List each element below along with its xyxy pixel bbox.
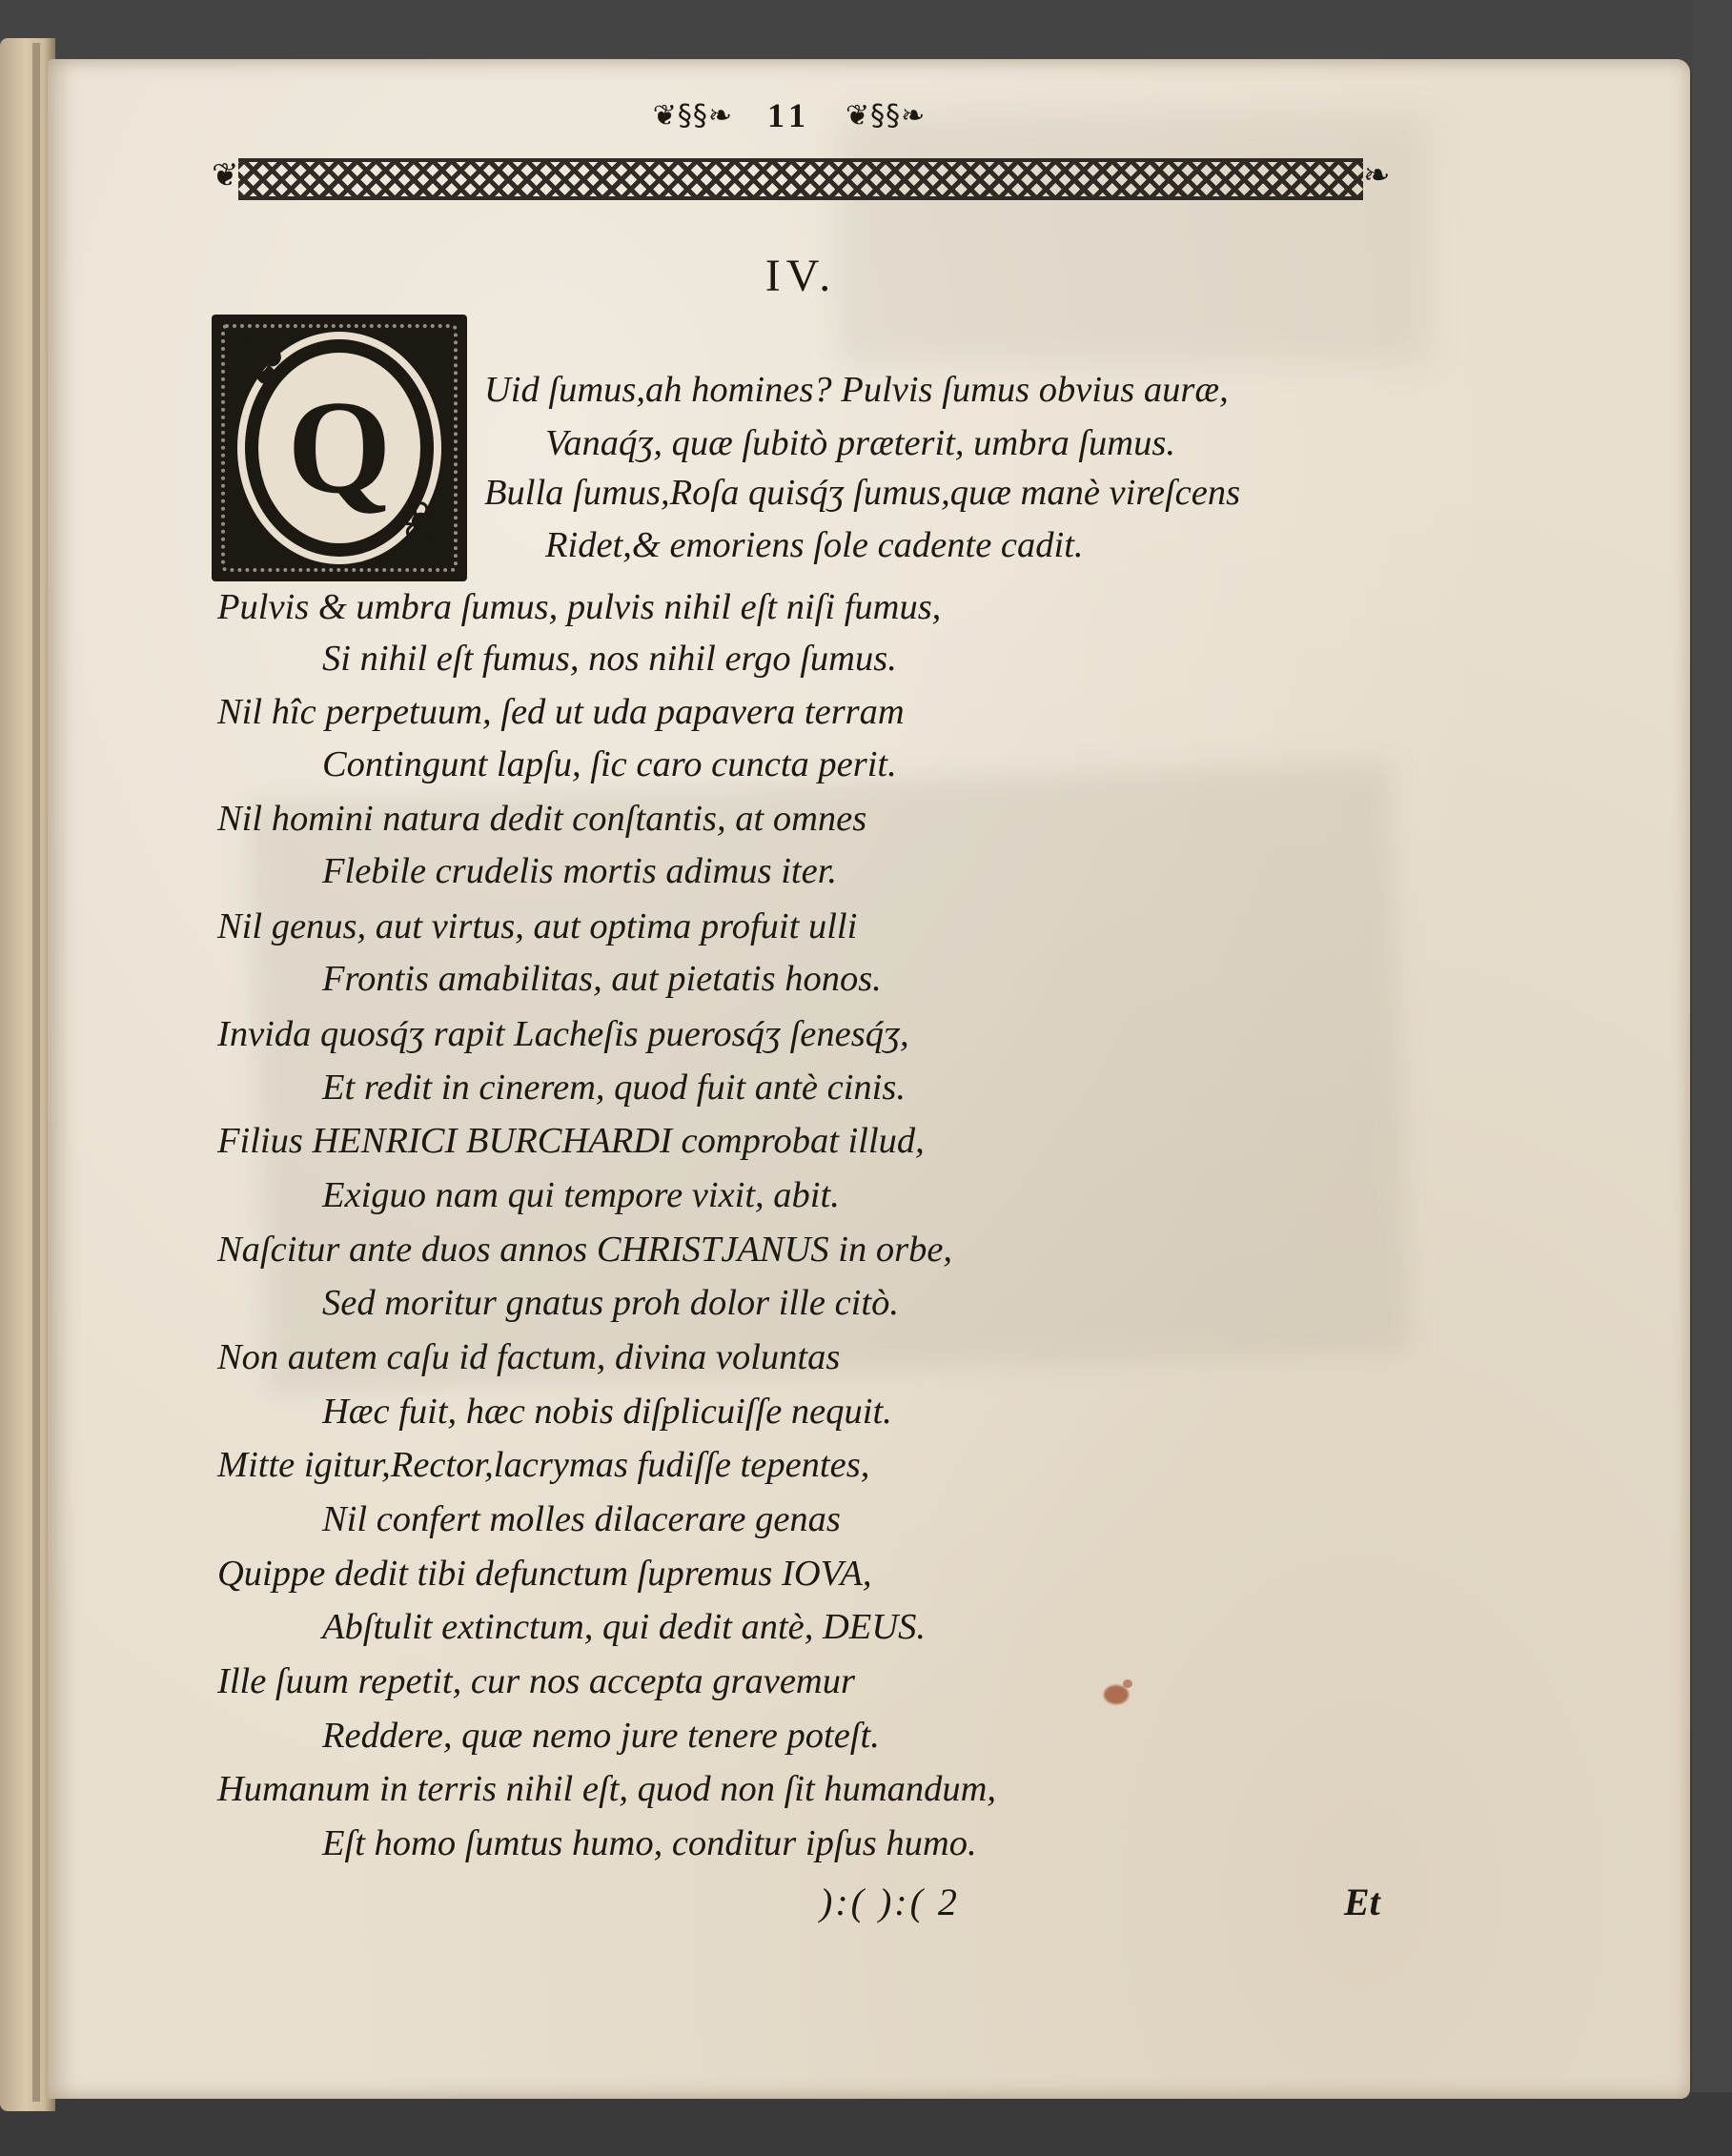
- poem-line-16: Exiguo nam qui tempore vixit, abit.: [322, 1175, 840, 1215]
- poem-line-1: Uid ſumus,ah homines? Pulvis ſumus obvius auræ,: [484, 370, 1229, 410]
- ink-stain: [1104, 1685, 1129, 1704]
- flower-ornament-icon: ❀: [398, 491, 443, 553]
- poem-line-14: Et redit in cinerem, quod fuit antè cinis.: [322, 1068, 906, 1108]
- poem-line-2: Vanaq́ʒ, quæ ſubitò præterit, umbra ſumus.: [545, 423, 1175, 463]
- poem-line-19: Non autem caſu id factum, divina voluntas: [217, 1337, 841, 1377]
- poem-line-10: Flebile crudelis mortis adimus iter.: [322, 851, 838, 891]
- poem-line-20: Hæc fuit, hæc nobis diſplicuiſſe nequit.: [322, 1392, 892, 1432]
- decorated-initial: [212, 315, 467, 581]
- header-ornament-right: ❦§§❧: [846, 98, 927, 132]
- page-number: 11: [766, 96, 811, 134]
- show-through-shadow-top: [839, 114, 1430, 362]
- header-ornament-left: ❦§§❧: [652, 98, 733, 132]
- catchword: Et: [1344, 1881, 1380, 1923]
- poem-line-18: Sed moritur gnatus proh dolor ille citò.: [322, 1283, 899, 1323]
- poem-line-23: Quippe dedit tibi defunctum ſupremus IOVA,: [217, 1554, 872, 1594]
- poem-line-11: Nil genus, aut virtus, aut optima profuit ulli: [217, 906, 858, 946]
- flower-vase-icon: ✿: [229, 322, 285, 400]
- poem-line-6: Si nihil eſt fumus, nos nihil ergo ſumus.: [322, 639, 897, 679]
- initial-letter: Q: [245, 339, 434, 557]
- poem-line-26: Reddere, quæ nemo jure tenere poteſt.: [322, 1716, 880, 1756]
- poem-line-21: Mitte igitur,Rector,lacrymas fudiſſe tepentes,: [217, 1445, 870, 1485]
- running-header: [599, 92, 980, 139]
- poem-line-27: Humanum in terris nihil eſt, quod non ſit humandum,: [217, 1769, 997, 1809]
- poem-line-25: Ille ſuum repetit, cur nos accepta gravemur: [217, 1661, 855, 1701]
- poem-line-24: Abſtulit extinctum, qui dedit antè, DEUS.: [322, 1607, 926, 1647]
- poem-line-4: Ridet,& emoriens ſole cadente cadit.: [545, 525, 1084, 565]
- poem-line-17: Naſcitur ante duos annos CHRISTJANUS in orbe,: [217, 1230, 953, 1270]
- poem-line-3: Bulla ſumus,Roſa quisq́ʒ ſumus,quæ manè vireſcens: [484, 473, 1241, 513]
- poem-line-7: Nil hîc perpetuum, ſed ut uda papavera terram: [217, 692, 905, 732]
- section-title: IV.: [764, 251, 837, 301]
- scan-background-bottom: [0, 2092, 1732, 2156]
- border-end-right-icon: ❧: [1363, 156, 1391, 194]
- border-end-left-icon: ❦: [212, 156, 239, 194]
- ink-stain-small: [1123, 1679, 1132, 1688]
- poem-line-15: Filius HENRICI BURCHARDI comprobat illud,: [217, 1121, 925, 1161]
- poem-line-5: Pulvis & umbra ſumus, pulvis nihil eſt niſi fumus,: [217, 587, 942, 627]
- poem-line-12: Frontis amabilitas, aut pietatis honos.: [322, 959, 882, 999]
- signature-mark: ):( ):( 2: [820, 1881, 960, 1923]
- poem-line-8: Contingunt lapſu, ſic caro cuncta perit.: [322, 744, 897, 784]
- poem-line-28: Eſt homo ſumtus humo, conditur ipſus humo.: [322, 1823, 977, 1863]
- poem-line-13: Invida quosq́ʒ rapit Lacheſis puerosq́ʒ ſenesq́ʒ,: [217, 1014, 909, 1054]
- interlace-border-icon: [238, 158, 1363, 200]
- scan-background-right: [1692, 0, 1732, 2156]
- poem-line-9: Nil homini natura dedit conſtantis, at omnes: [217, 799, 867, 839]
- poem-line-22: Nil confert molles dilacerare genas: [322, 1499, 841, 1539]
- binding-edge: [32, 43, 40, 2102]
